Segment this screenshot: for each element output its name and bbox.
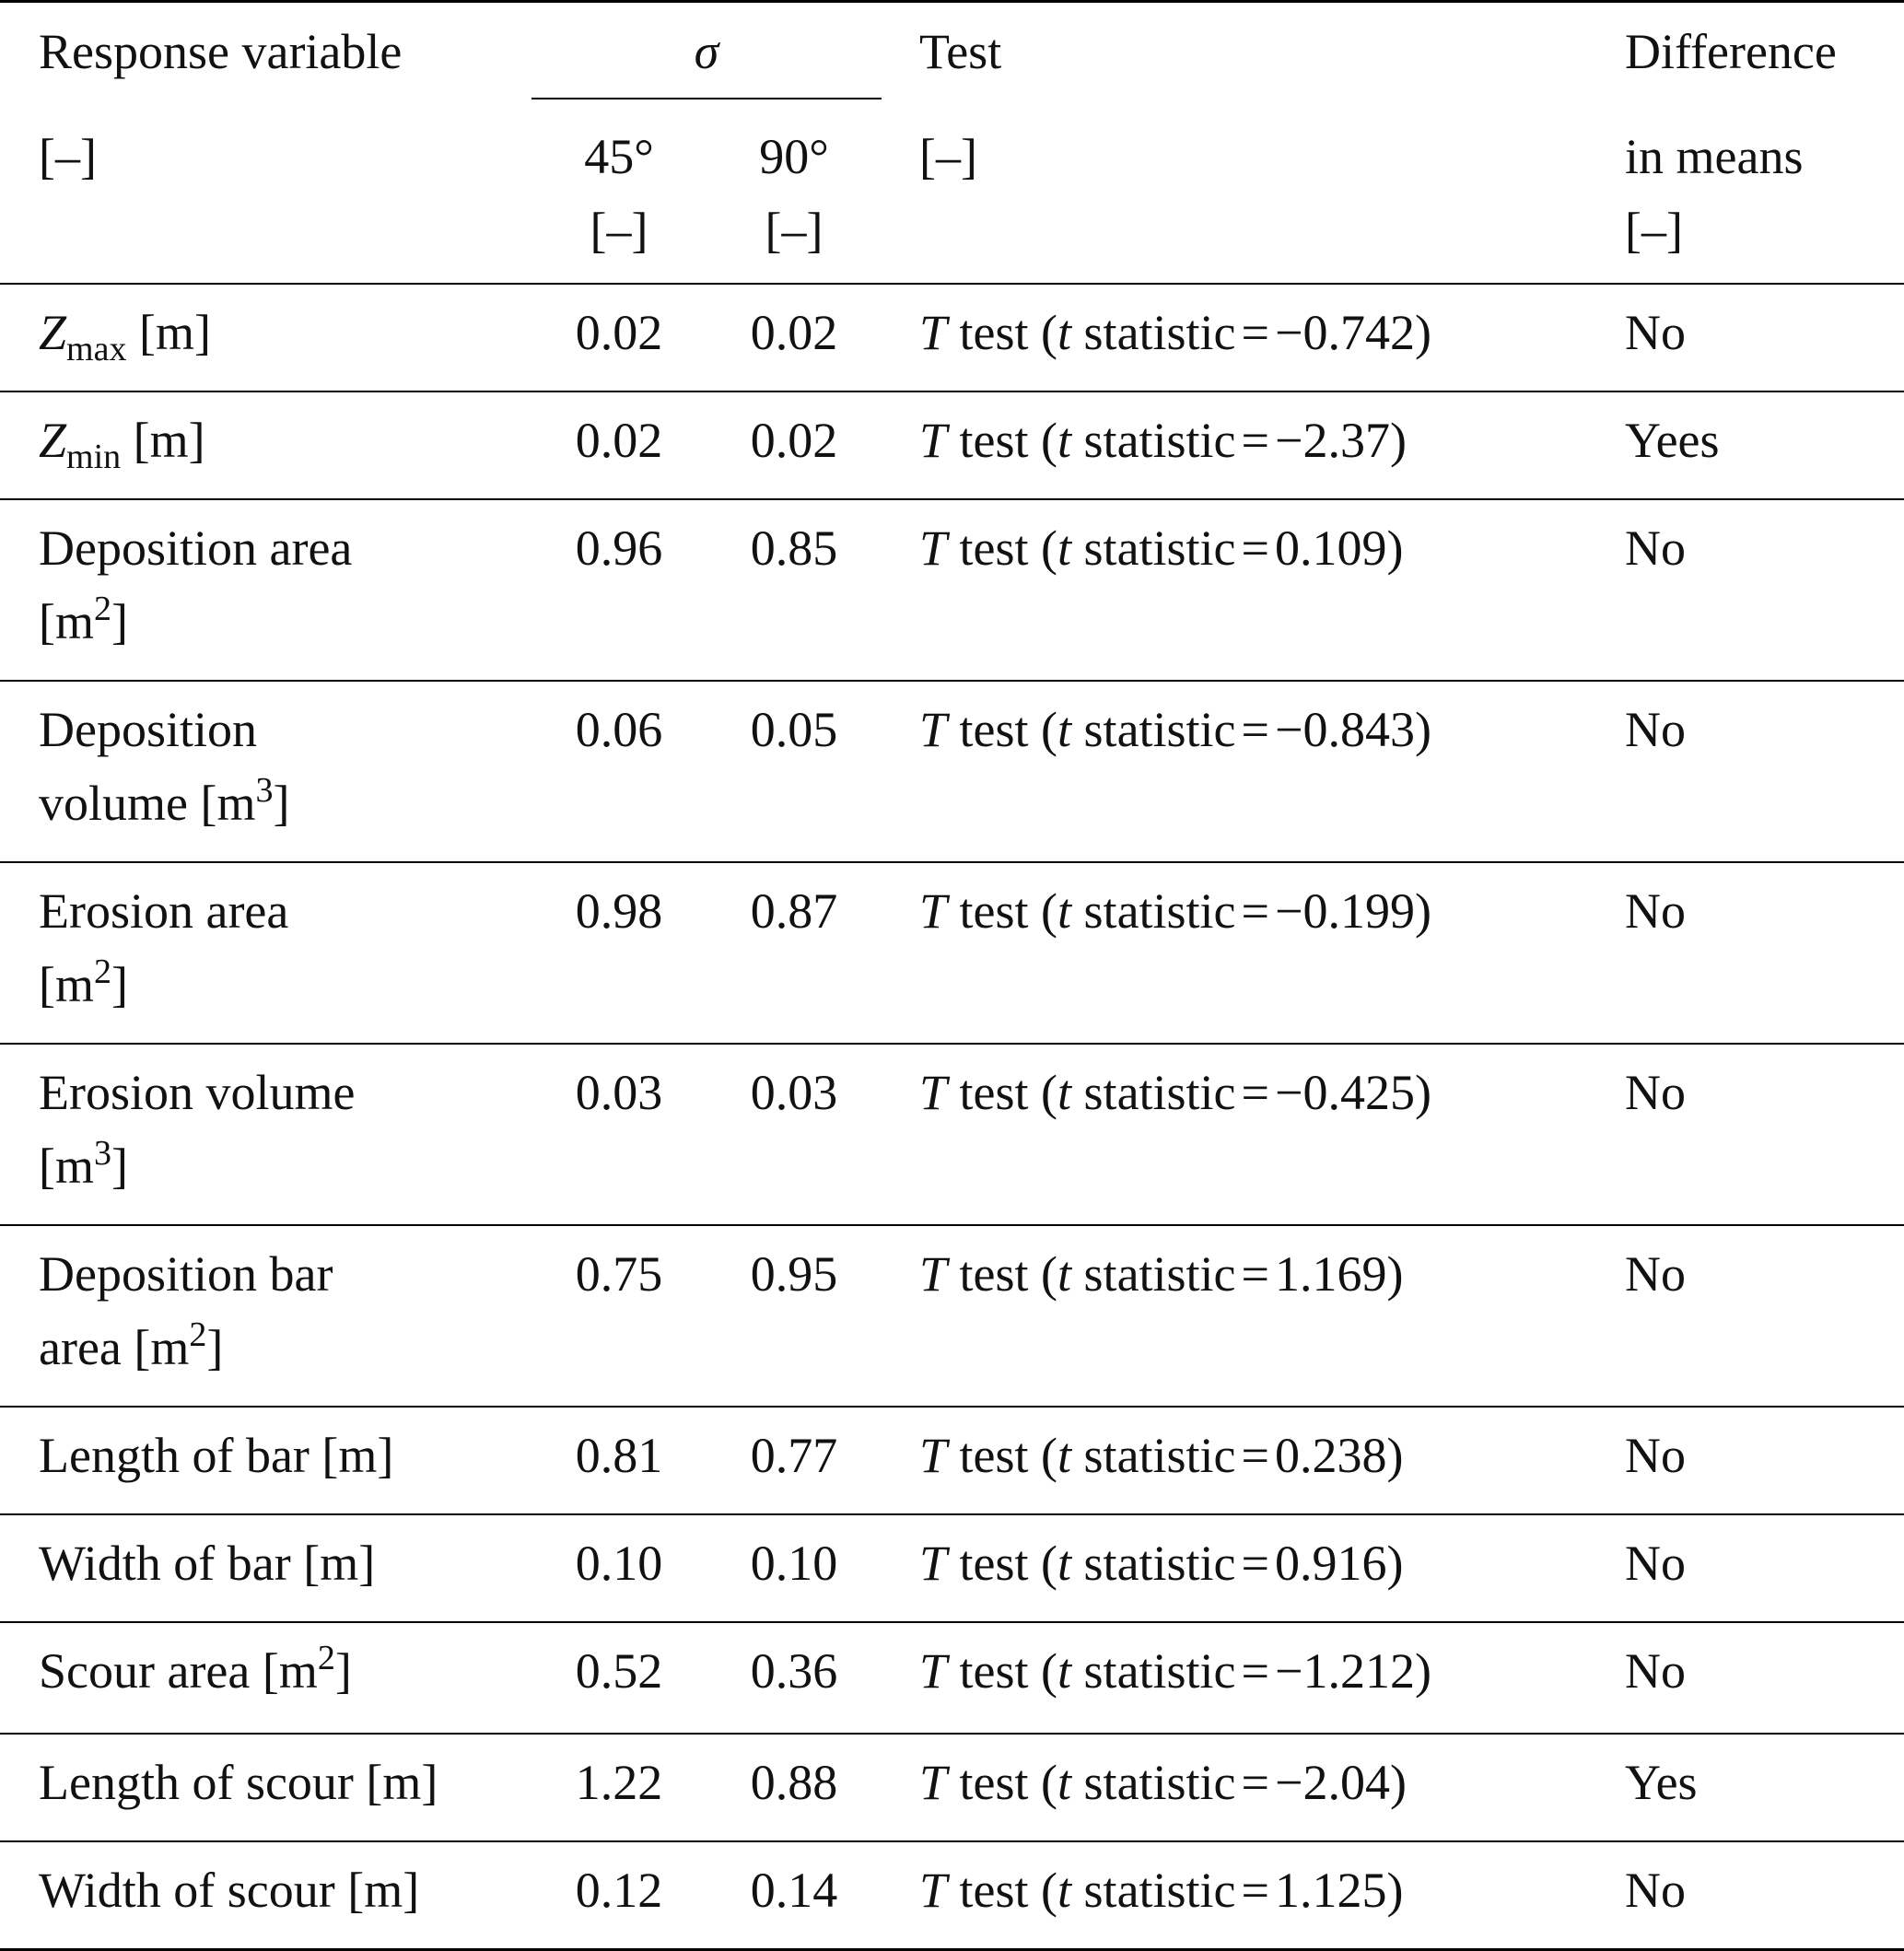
variable-line-2 <box>39 766 289 840</box>
row-rule <box>0 1224 1904 1226</box>
statistic-word: statistic <box>1071 1643 1236 1699</box>
test-description <box>919 1746 1407 1819</box>
unit-close: ] <box>111 957 128 1012</box>
test-symbol: T <box>919 1643 948 1699</box>
row-variable <box>39 403 205 477</box>
equals-sign: = <box>1241 883 1269 939</box>
row-variable <box>39 1237 333 1384</box>
test-symbol: T <box>919 702 948 757</box>
equals-sign: = <box>1241 305 1269 360</box>
value-90: 0.02 <box>750 305 838 360</box>
row-rule <box>0 1733 1904 1735</box>
row-variable <box>39 1526 375 1600</box>
statistic-word: statistic <box>1071 305 1236 360</box>
difference-value: No <box>1625 1246 1686 1302</box>
variable-text: [m <box>39 957 94 1012</box>
statistic-symbol: t <box>1057 1065 1072 1120</box>
variable-line: Erosion volume <box>39 1065 356 1120</box>
value-45: 0.52 <box>575 1643 663 1699</box>
statistic-value: −1.212 <box>1275 1643 1415 1699</box>
unit-exponent: 3 <box>94 1134 111 1173</box>
header-col-45-unit: [–] <box>590 203 648 258</box>
test-description <box>919 693 1431 766</box>
row-rule <box>0 391 1904 392</box>
value-45: 0.02 <box>575 305 663 360</box>
test-word: test ( <box>947 305 1058 360</box>
statistic-word: statistic <box>1071 702 1236 757</box>
header-difference-line2: in means <box>1625 129 1804 184</box>
statistic-value: −0.843 <box>1275 702 1415 757</box>
variable-subscript: min <box>66 438 122 476</box>
equals-sign: = <box>1241 413 1269 468</box>
difference-value: Yes <box>1625 1755 1698 1810</box>
variable-symbol: Z <box>39 305 67 360</box>
variable-line: Length of bar [m] <box>39 1428 394 1483</box>
unit-exponent: 2 <box>94 590 111 628</box>
sigma-underline <box>531 98 882 99</box>
close-paren: ) <box>1414 1643 1431 1699</box>
variable-line-2 <box>39 1311 333 1384</box>
equals-sign: = <box>1241 1863 1269 1918</box>
value-45: 0.10 <box>575 1536 663 1591</box>
close-paren: ) <box>1386 1246 1404 1302</box>
test-description <box>919 1056 1431 1129</box>
variable-text: area [m <box>39 1320 190 1375</box>
difference-value: No <box>1625 1428 1686 1483</box>
close-paren: ) <box>1414 1065 1431 1120</box>
header-response-unit: [–] <box>39 129 97 184</box>
test-word: test ( <box>947 520 1058 576</box>
statistic-value: −2.04 <box>1275 1755 1390 1810</box>
close-paren: ) <box>1389 1755 1407 1810</box>
variable-line: Width of scour [m] <box>39 1863 420 1918</box>
statistic-word: statistic <box>1071 1536 1236 1591</box>
difference-value: No <box>1625 702 1686 757</box>
test-description <box>919 874 1431 948</box>
difference-value: Yees <box>1625 413 1720 468</box>
row-rule <box>0 1621 1904 1623</box>
row-rule <box>0 861 1904 863</box>
test-description <box>919 1853 1403 1927</box>
header-col-90-unit: [–] <box>765 203 824 258</box>
unit-close: ] <box>273 776 290 831</box>
close-paren: ) <box>1414 702 1431 757</box>
header-col-45: 45° <box>584 129 654 184</box>
row-variable <box>39 1853 419 1927</box>
test-symbol: T <box>919 1755 948 1810</box>
difference-value: No <box>1625 883 1686 939</box>
test-symbol: T <box>919 520 948 576</box>
close-paren: ) <box>1389 413 1407 468</box>
variable-symbol: Z <box>39 413 67 468</box>
value-45: 0.96 <box>575 520 663 576</box>
value-90: 0.95 <box>750 1246 838 1302</box>
difference-value: No <box>1625 520 1686 576</box>
test-symbol: T <box>919 1428 948 1483</box>
variable-line-2 <box>39 585 352 659</box>
value-90: 0.03 <box>750 1065 838 1120</box>
test-word: test ( <box>947 413 1058 468</box>
equals-sign: = <box>1241 1536 1269 1591</box>
row-rule <box>0 680 1904 682</box>
difference-value: No <box>1625 1863 1686 1918</box>
statistic-symbol: t <box>1057 1428 1072 1483</box>
header-difference: Difference <box>1625 24 1837 79</box>
value-90: 0.77 <box>750 1428 838 1483</box>
row-variable <box>39 511 352 659</box>
statistic-symbol: t <box>1057 1755 1072 1810</box>
row-variable <box>39 1746 438 1819</box>
test-description <box>919 1526 1403 1600</box>
close-paren: ) <box>1414 883 1431 939</box>
value-45: 0.06 <box>575 702 663 757</box>
value-90: 0.10 <box>750 1536 838 1591</box>
header-sigma: σ <box>694 24 719 79</box>
close-paren: ) <box>1386 1863 1404 1918</box>
statistic-value: 1.125 <box>1275 1863 1387 1918</box>
variable-line: Deposition <box>39 702 257 757</box>
unit-close: ] <box>111 594 128 649</box>
row-variable <box>39 1419 393 1492</box>
variable-text: Scour area [m <box>39 1643 318 1699</box>
difference-value: No <box>1625 1643 1686 1699</box>
variable-line: Width of bar [m] <box>39 1536 376 1591</box>
row-variable <box>39 693 289 840</box>
variable-text: [m <box>39 594 94 649</box>
statistic-value: −0.425 <box>1275 1065 1415 1120</box>
variable-line-2 <box>39 948 288 1022</box>
statistic-symbol: t <box>1057 1536 1072 1591</box>
statistic-symbol: t <box>1057 413 1072 468</box>
statistic-word: statistic <box>1071 520 1236 576</box>
test-symbol: T <box>919 1863 948 1918</box>
unit-close: ] <box>206 1320 224 1375</box>
variable-line-2 <box>39 1129 355 1203</box>
row-rule <box>0 1406 1904 1408</box>
statistic-symbol: t <box>1057 883 1072 939</box>
row-rule <box>0 498 1904 500</box>
statistic-word: statistic <box>1071 883 1236 939</box>
statistic-symbol: t <box>1057 305 1072 360</box>
test-symbol: T <box>919 413 948 468</box>
test-description <box>919 403 1407 477</box>
value-45: 0.75 <box>575 1246 663 1302</box>
value-90: 0.85 <box>750 520 838 576</box>
value-45: 0.81 <box>575 1428 663 1483</box>
value-45: 0.03 <box>575 1065 663 1120</box>
variable-line <box>39 1634 352 1708</box>
statistic-symbol: t <box>1057 520 1072 576</box>
value-90: 0.05 <box>750 702 838 757</box>
test-word: test ( <box>947 1536 1058 1591</box>
variable-text: [m <box>39 1139 94 1194</box>
row-variable <box>39 874 288 1022</box>
test-word: test ( <box>947 1065 1058 1120</box>
unit-close: ] <box>111 1139 128 1194</box>
statistic-word: statistic <box>1071 1863 1236 1918</box>
test-description <box>919 1634 1431 1708</box>
close-paren: ) <box>1386 520 1404 576</box>
statistic-symbol: t <box>1057 702 1072 757</box>
variable-unit: [m] <box>121 413 205 468</box>
test-symbol: T <box>919 1536 948 1591</box>
difference-value: No <box>1625 1065 1686 1120</box>
statistic-word: statistic <box>1071 1428 1236 1483</box>
close-paren: ) <box>1386 1428 1404 1483</box>
value-90: 0.02 <box>750 413 838 468</box>
variable-line: Deposition area <box>39 520 353 576</box>
equals-sign: = <box>1241 520 1269 576</box>
test-description <box>919 1237 1403 1311</box>
statistic-word: statistic <box>1071 1755 1236 1810</box>
header-difference-unit: [–] <box>1625 203 1683 258</box>
equals-sign: = <box>1241 702 1269 757</box>
statistic-value: −2.37 <box>1275 413 1390 468</box>
test-symbol: T <box>919 305 948 360</box>
test-description <box>919 1419 1403 1492</box>
test-word: test ( <box>947 702 1058 757</box>
test-symbol: T <box>919 883 948 939</box>
variable-unit: [m] <box>126 305 211 360</box>
statistic-symbol: t <box>1057 1246 1072 1302</box>
statistic-value: −0.199 <box>1275 883 1415 939</box>
close-paren: ) <box>1414 305 1431 360</box>
test-description <box>919 296 1431 369</box>
unit-exponent: 2 <box>317 1639 335 1677</box>
value-90: 0.36 <box>750 1643 838 1699</box>
test-word: test ( <box>947 1863 1058 1918</box>
value-45: 0.02 <box>575 413 663 468</box>
value-90: 0.14 <box>750 1863 838 1918</box>
close-paren: ) <box>1386 1536 1404 1591</box>
value-45: 1.22 <box>575 1755 663 1810</box>
equals-sign: = <box>1241 1428 1269 1483</box>
statistic-word: statistic <box>1071 1065 1236 1120</box>
top-rule <box>0 0 1904 3</box>
variable-line: Deposition bar <box>39 1246 333 1302</box>
test-symbol: T <box>919 1065 948 1120</box>
difference-value: No <box>1625 1536 1686 1591</box>
equals-sign: = <box>1241 1755 1269 1810</box>
test-description <box>919 511 1403 585</box>
row-rule <box>0 1513 1904 1515</box>
row-rule <box>0 283 1904 285</box>
row-variable <box>39 1634 352 1708</box>
equals-sign: = <box>1241 1246 1269 1302</box>
value-90: 0.88 <box>750 1755 838 1810</box>
difference-value: No <box>1625 305 1686 360</box>
row-rule <box>0 1840 1904 1842</box>
variable-subscript: max <box>66 330 127 368</box>
test-word: test ( <box>947 1643 1058 1699</box>
statistic-value: 1.169 <box>1275 1246 1387 1302</box>
test-word: test ( <box>947 1428 1058 1483</box>
unit-exponent: 3 <box>255 771 274 810</box>
statistic-value: −0.742 <box>1275 305 1415 360</box>
test-symbol: T <box>919 1246 948 1302</box>
unit-exponent: 2 <box>189 1315 207 1354</box>
equals-sign: = <box>1241 1643 1269 1699</box>
statistic-word: statistic <box>1071 1246 1236 1302</box>
value-45: 0.12 <box>575 1863 663 1918</box>
value-45: 0.98 <box>575 883 663 939</box>
statistic-value: 0.916 <box>1275 1536 1387 1591</box>
header-col-90: 90° <box>759 129 829 184</box>
test-word: test ( <box>947 883 1058 939</box>
unit-exponent: 2 <box>94 952 111 991</box>
unit-close: ] <box>334 1643 352 1699</box>
row-rule <box>0 1043 1904 1045</box>
variable-line: Erosion area <box>39 883 289 939</box>
test-word: test ( <box>947 1755 1058 1810</box>
statistic-word: statistic <box>1071 413 1236 468</box>
statistic-value: 0.238 <box>1275 1428 1387 1483</box>
row-variable <box>39 296 211 369</box>
test-word: test ( <box>947 1246 1058 1302</box>
equals-sign: = <box>1241 1065 1269 1120</box>
statistic-symbol: t <box>1057 1863 1072 1918</box>
header-test-unit: [–] <box>919 129 977 184</box>
value-90: 0.87 <box>750 883 838 939</box>
header-response-variable: Response variable <box>39 24 403 79</box>
variable-line: Length of scour [m] <box>39 1755 438 1810</box>
row-variable <box>39 1056 355 1203</box>
variable-text: volume [m <box>39 776 256 831</box>
statistic-symbol: t <box>1057 1643 1072 1699</box>
statistic-value: 0.109 <box>1275 520 1387 576</box>
header-test: Test <box>919 24 1002 79</box>
